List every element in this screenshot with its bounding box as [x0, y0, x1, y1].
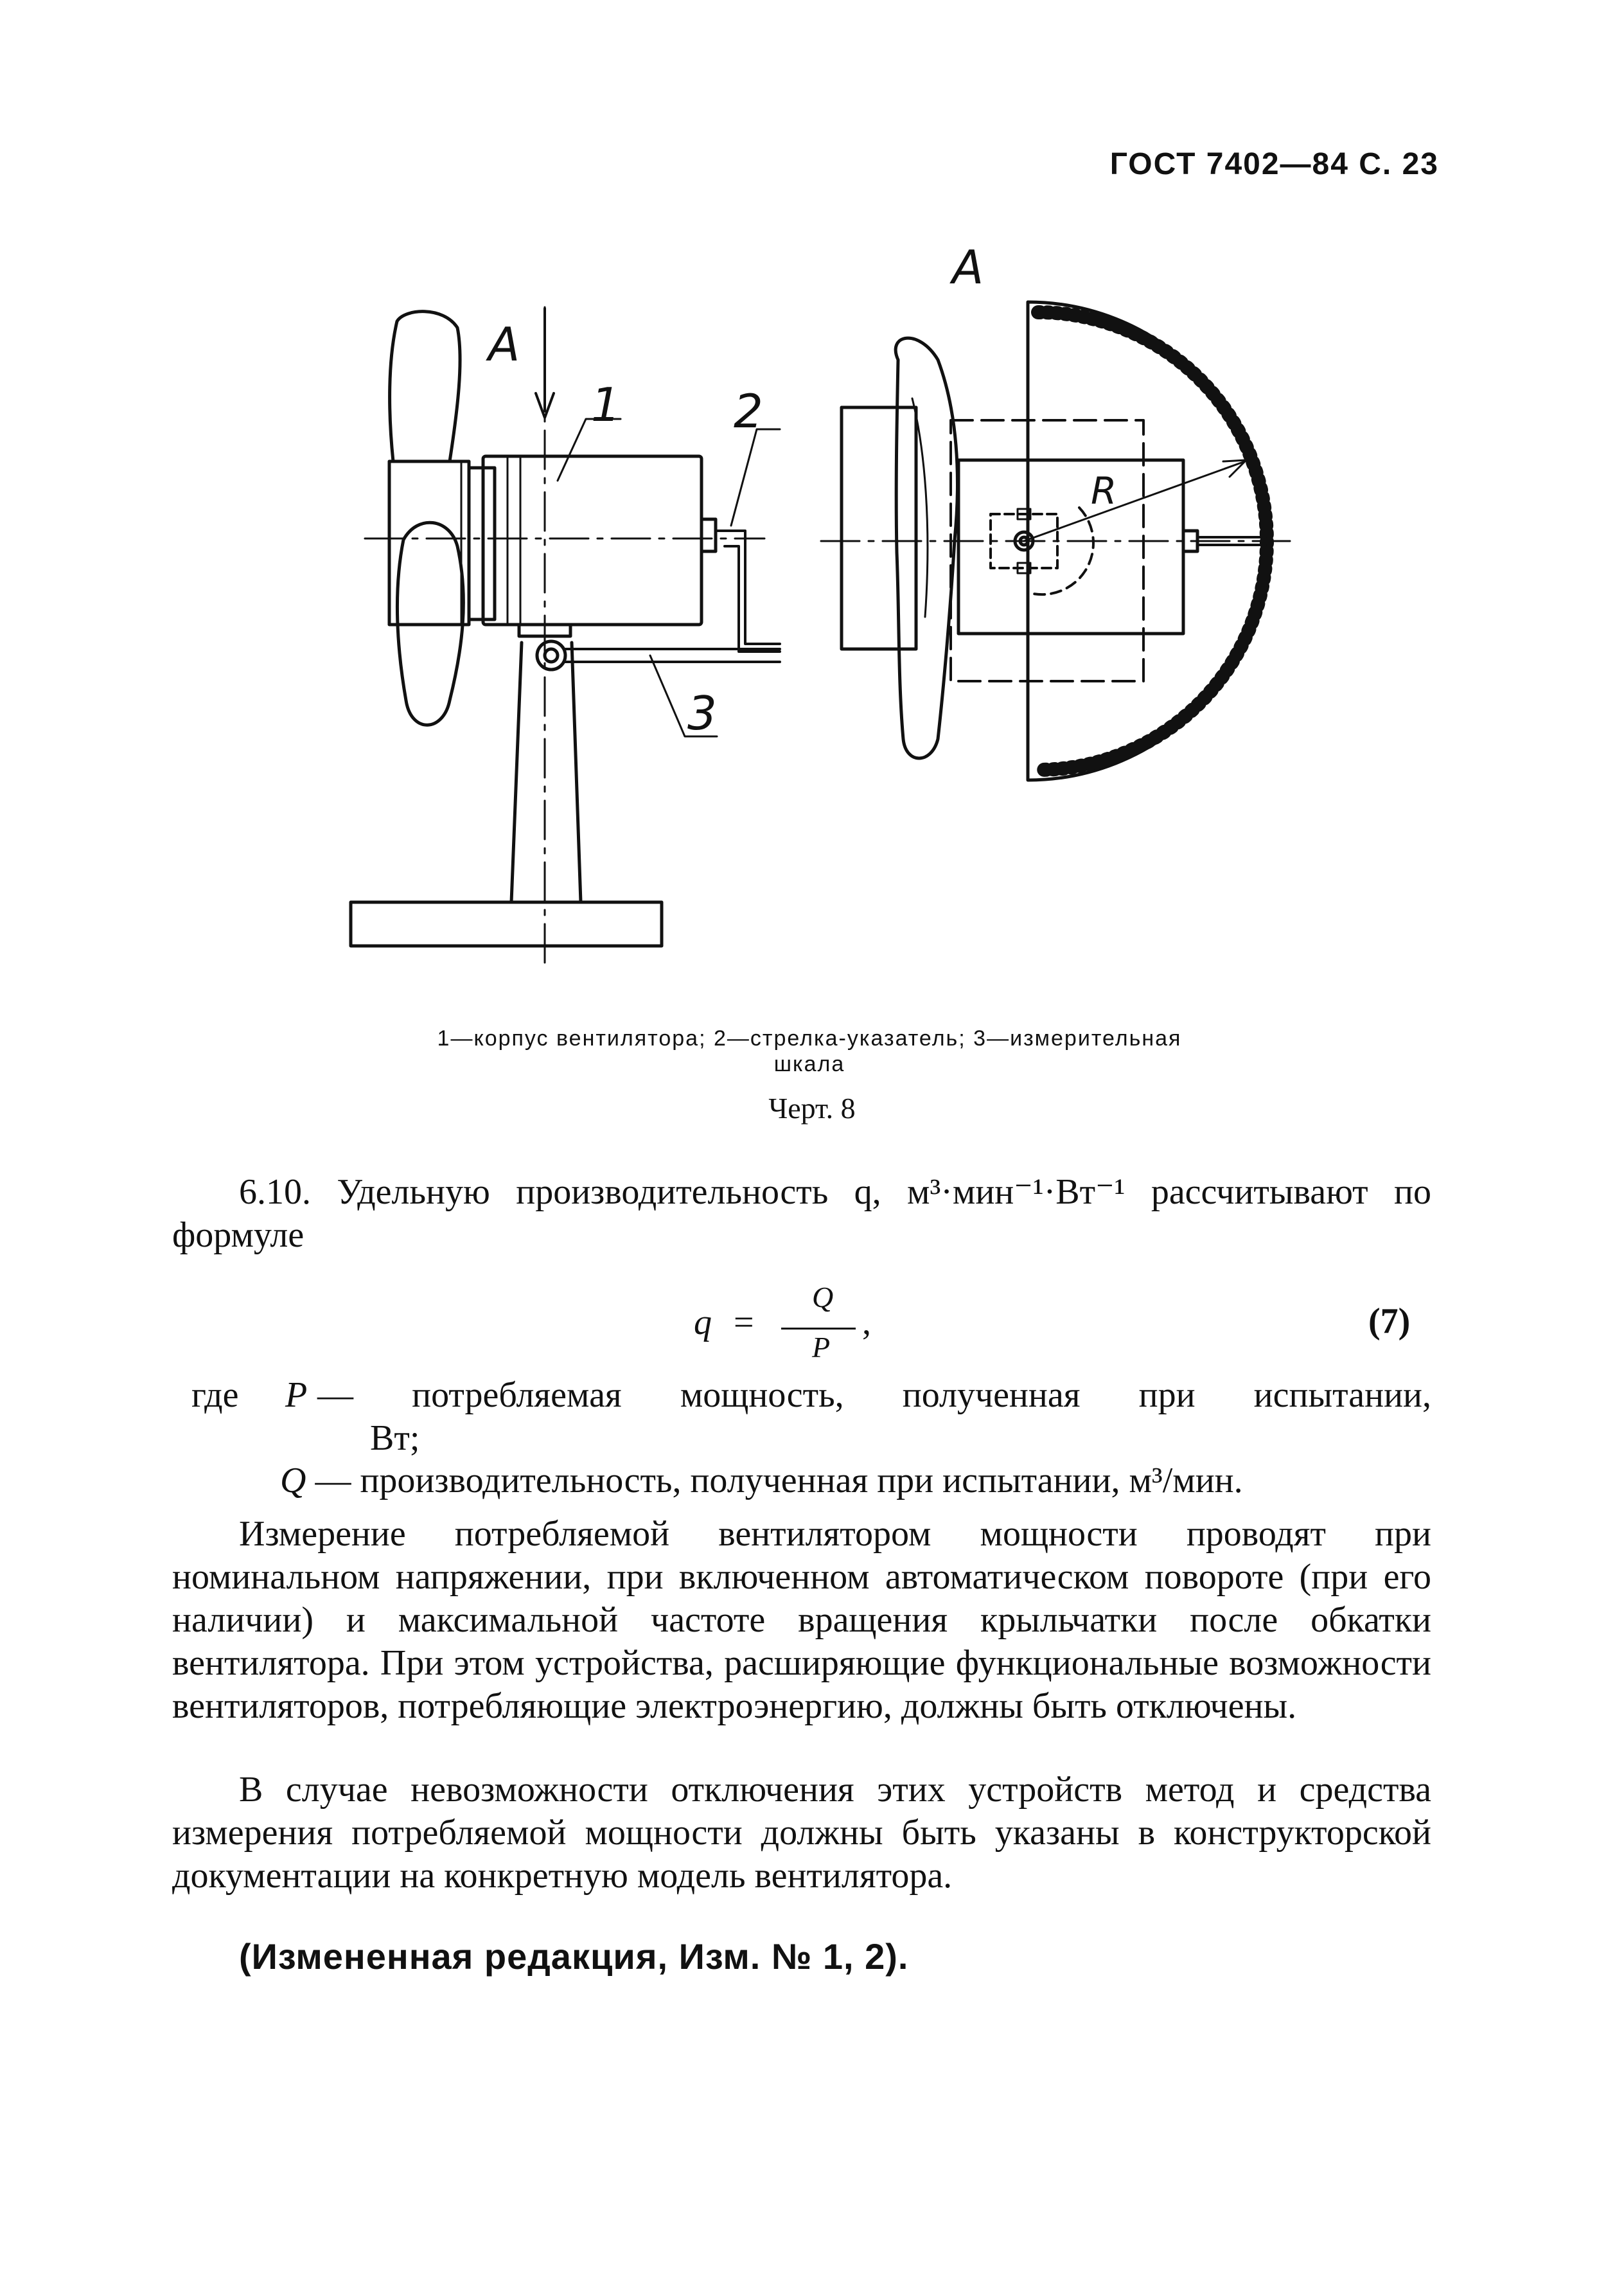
side-view: [351, 307, 780, 970]
figure-caption: Черт. 8: [768, 1092, 856, 1125]
view-a-label-right: А: [952, 240, 984, 294]
formula-number: (7): [1368, 1301, 1411, 1341]
view-a-label-left: А: [488, 317, 520, 371]
fraction-bar: [781, 1328, 856, 1330]
figure-legend: [231, 1026, 1388, 1077]
legend-line-1: 1—корпус вентилятора; 2—стрелка-указатель; 3—измерительная: [437, 1026, 1182, 1051]
formula-7: [694, 1281, 951, 1374]
page-header: ГОСТ 7402—84 С. 23: [1109, 147, 1439, 181]
formula-numerator: Q: [812, 1281, 834, 1313]
figure-fan-drawing: [0, 0, 1624, 1015]
callout-3: 3: [687, 686, 717, 740]
where-text-q: — производительность, полученная при испытании, м³/мин.: [315, 1461, 1243, 1500]
where-symbol-q: Q: [280, 1461, 306, 1500]
callout-1: 1: [591, 378, 621, 432]
formula-lhs: q: [694, 1303, 712, 1342]
paragraph-6-10: 6.10. Удельную производительность q, м³·мин⁻¹·Вт⁻¹ рассчитывают по формуле: [172, 1172, 1431, 1255]
formula-comma: ,: [862, 1303, 871, 1342]
where-symbol-p: P: [285, 1375, 308, 1415]
amendment-note: (Измененная редакция, Изм. № 1, 2).: [239, 1936, 909, 1977]
where-item-q: [280, 1460, 1436, 1501]
fan-schematic: [0, 0, 1624, 1015]
where-text-p: — потребляемая мощность, полученная при испытании,: [317, 1375, 1431, 1415]
formula-denominator: P: [812, 1331, 831, 1364]
where-lead: где: [191, 1375, 239, 1415]
radius-label: R: [1091, 469, 1117, 513]
top-view: [821, 302, 1290, 780]
paragraph-power-measurement: Измерение потребляемой вентилятором мощности проводят при номинальном напряжении, при включенном автоматическом повороте (при его наличии) и максимальной частоте вращения крыльчатки после обкатки вентилятора. При этом устройства, расширяющие функциональные возможности вентиляторов, потребляющие электроэнергию, должны быть отключены.: [172, 1514, 1431, 1726]
callout-2: 2: [734, 384, 763, 438]
formula-equals: =: [734, 1303, 754, 1342]
paragraph-impossibility-case: В случае невозможности отключения этих устройств метод и средства измерения потребляемой мощности должны быть указаны в конструкторской документации на конкретную модель вентилятора.: [172, 1770, 1431, 1896]
where-unit-p: Вт;: [370, 1418, 420, 1458]
legend-line-2: шкала: [773, 1052, 845, 1076]
